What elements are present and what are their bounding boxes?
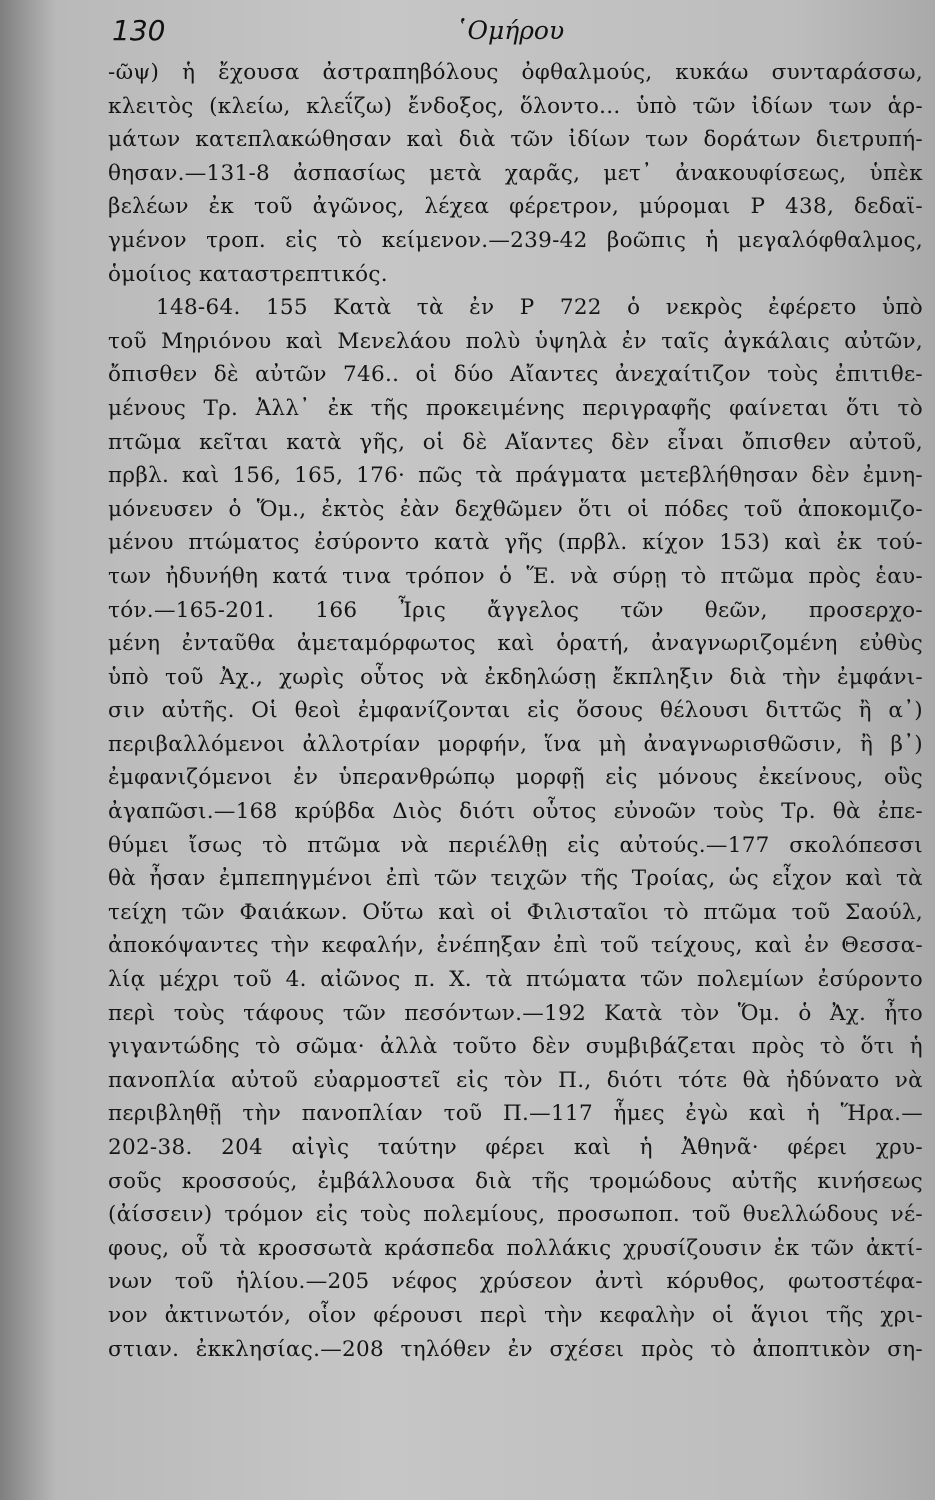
text-line: γμένον τροπ. εἰς τὸ κείμενον.—239-42 βοῶπις ἡ μεγαλόφθαλμος, <box>108 227 923 253</box>
text-line: θησαν.—131-8 ἀσπασίως μετὰ χαρᾶς, μετ᾽ ἀνακουφίσεως, ὑπὲκ <box>108 160 923 186</box>
text-line: σοῦς κροσσούς, ἐμβάλλουσα διὰ τῆς τρομώδους αὐτῆς κινήσεως <box>108 1168 923 1194</box>
text-line: ἀποκόψαντες τὴν κεφαλήν, ἐνέπηξαν ἐπὶ τοῦ τείχους, καὶ ἐν Θεσσα- <box>108 933 923 959</box>
text-line: πανοπλία αὐτοῦ εὐαρμοστεῖ εἰς τὸν Π., διότι τότε θὰ ἠδύνατο νὰ <box>108 1067 923 1093</box>
section-start-line: 148-64. 155 Κατὰ τὰ ἐν Ρ 722 ὁ νεκρὸς ἐφέρετο ὑπὸ <box>156 295 923 321</box>
page-number: 130 <box>112 14 166 47</box>
text-line: μόνευσεν ὁ Ὅμ., ἐκτὸς ἐὰν δεχθῶμεν ὅτι οἱ πόδες τοῦ ἀποκομιζο- <box>108 496 923 522</box>
text-line: ἐμφανιζόμενοι ἐν ὑπερανθρώπῳ μορφῇ εἰς μόνους ἐκείνους, οὓς <box>108 765 923 791</box>
text-line: φους, οὗ τὰ κροσσωτὰ κράσπεδα πολλάκις χρυσίζουσιν ἐκ τῶν ἀκτί- <box>108 1235 923 1261</box>
text-line: των ἠδυνήθη κατά τινα τρόπον ὁ Ἕ. νὰ σύρῃ τὸ πτῶμα πρὸς ἑαυ- <box>108 563 923 589</box>
text-line: πτῶμα κεῖται κατὰ γῆς, οἱ δὲ Αἴαντες δὲν εἶναι ὄπισθεν αὐτοῦ, <box>108 429 923 455</box>
text-line: βελέων ἐκ τοῦ ἀγῶνος, λέχεα φέρετρον, μύρομαι Ρ 438, δεδαϊ- <box>108 194 923 220</box>
text-line: θὰ ἦσαν ἐμπεπηγμένοι ἐπὶ τῶν τειχῶν τῆς Τροίας, ὡς εἶχον καὶ τὰ <box>108 866 923 892</box>
text-line: τόν.—165-201. 166 Ἶρις ἄγγελος τῶν θεῶν, προσερχο- <box>108 597 923 623</box>
text-line: μένου πτώματος ἐσύροντο κατὰ γῆς (πρβλ. κίχον 153) καὶ ἐκ τού- <box>108 530 923 556</box>
text-line: τείχη τῶν Φαιάκων. Οὕτω καὶ οἱ Φιλισταῖοι τὸ πτῶμα τοῦ Σαούλ, <box>108 899 923 925</box>
text-line: ὄπισθεν δὲ αὐτῶν 746.. οἱ δύο Αἴαντες ἀνεχαίτιζον τοὺς ἐπιτιθε- <box>108 362 923 388</box>
text-line: μένη ἐνταῦθα ἀμεταμόρφωτος καὶ ὁρατή, ἀναγνωριζομένη εὐθὺς <box>108 631 923 657</box>
text-line: σιν αὐτῆς. Οἱ θεοὶ ἐμφανίζονται εἰς ὅσους θέλουσι διττῶς ἢ α᾽) <box>108 698 923 724</box>
text-line: μένους Τρ. Ἀλλ᾽ ἐκ τῆς προκειμένης περιγραφῆς φαίνεται ὅτι τὸ <box>108 395 923 421</box>
text-line: ὁμοίιος καταστρεπτικός. <box>108 261 388 287</box>
text-line: νων τοῦ ἡλίου.—205 νέφος χρύσεον ἀντὶ κόρυθος, φωτοστέφα- <box>108 1269 923 1295</box>
text-line: ὑπὸ τοῦ Ἀχ., χωρὶς οὗτος νὰ ἐκδηλώσῃ ἔκπληξιν διὰ τὴν ἐμφάνι- <box>108 664 923 690</box>
text-line: περιβληθῇ τὴν πανοπλίαν τοῦ Π.—117 ἧμες ἐγὼ καὶ ἡ Ἥρα.— <box>108 1101 923 1127</box>
text-line: πρβλ. καὶ 156, 165, 176· πῶς τὰ πράγματα μετεβλήθησαν δὲν ἐμνη- <box>108 463 923 489</box>
section-start-line: 202-38. 204 αἰγὶς ταύτην φέρει καὶ ἡ Ἀθηνᾶ· φέρει χρυ- <box>108 1135 923 1160</box>
text-line: γιγαντώδης τὸ σῶμα· ἀλλὰ τοῦτο δὲν συμβιβάζεται πρὸς τὸ ὅτι ἡ <box>108 1034 923 1060</box>
running-head: ῾Ομήρου <box>455 16 565 45</box>
text-line: κλειτὸς (κλείω, κλεΐζω) ἔνδοξος, ὅλοντο... ὑπὸ τῶν ἰδίων των ἁρ- <box>108 93 923 119</box>
text-line: περιβαλλόμενοι ἀλλοτρίαν μορφήν, ἵνα μὴ ἀναγνωρισθῶσιν, ἢ β᾽) <box>108 731 923 757</box>
text-line: -ῶψ) ἡ ἔχουσα ἀστραπηβόλους ὀφθαλμούς, κυκάω συνταράσσω, <box>108 60 923 85</box>
text-line: τοῦ Μηριόνου καὶ Μενελάου πολὺ ὑψηλὰ ἐν ταῖς ἀγκάλαις αὐτῶν, <box>108 328 923 354</box>
text-line: λίᾳ μέχρι τοῦ 4. αἰῶνος π. Χ. τὰ πτώματα τῶν πολεμίων ἐσύροντο <box>108 967 923 993</box>
text-line: μάτων κατεπλακώθησαν καὶ διὰ τῶν ἰδίων των δοράτων διετρυπή- <box>108 127 923 153</box>
text-line: ἀγαπῶσι.—168 κρύβδα Διὸς διότι οὗτος εὐνοῶν τοὺς Τρ. θὰ ἐπε- <box>108 799 923 825</box>
text-line: νον ἀκτινωτόν, οἷον φέρουσι περὶ τὴν κεφαλὴν οἱ ἅγιοι τῆς χρι- <box>108 1302 923 1328</box>
text-line: στιαν. ἐκκλησίας.—208 τηλόθεν ἐν σχέσει πρὸς τὸ ἀποπτικὸν ση- <box>108 1336 923 1362</box>
commentary-text <box>108 56 923 1366</box>
text-line: (ἀίσσειν) τρόμον εἰς τοὺς πολεμίους, προσωποπ. τοῦ θυελλώδους νέ- <box>108 1202 923 1228</box>
text-line: θύμει ἴσως τὸ πτῶμα νὰ περιέλθῃ εἰς αὐτούς.—177 σκολόπεσσι <box>108 832 923 858</box>
text-line: περὶ τοὺς τάφους τῶν πεσόντων.—192 Κατὰ τὸν Ὅμ. ὁ Ἀχ. ἦτο <box>108 1000 923 1026</box>
